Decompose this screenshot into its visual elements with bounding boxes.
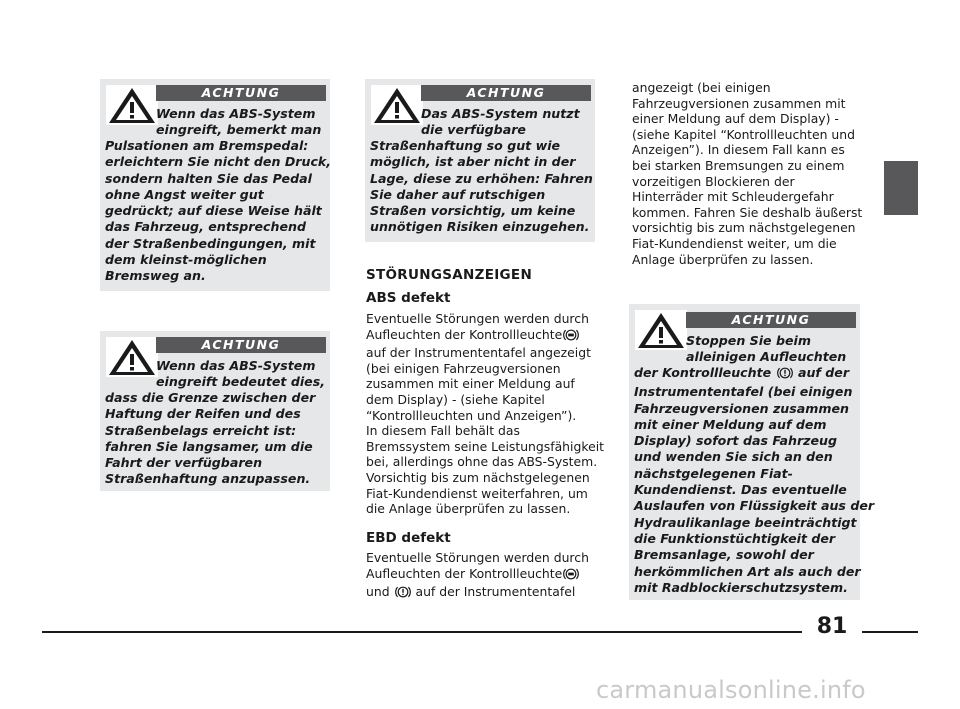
chapter-tab-marker: [884, 161, 918, 215]
watermark: carmanualsonline.info: [596, 676, 866, 704]
warning-header: ACHTUNG: [686, 312, 856, 328]
warning-header: ACHTUNG: [421, 85, 591, 101]
brake-warning-light-icon: [777, 366, 793, 384]
warning-triangle-icon: [106, 85, 158, 125]
warning-box-stop-vehicle: [629, 304, 875, 600]
warning-text-body: dass die Grenze zwischen der Haftung der Reifen und des Straßenbelags erreicht ist: fahren Sie langsamer, um die Fahrt der verfügbaren Straßenhaftung anzupassen.: [105, 390, 316, 487]
warning-header: ACHTUNG: [156, 85, 326, 101]
abs-warning-light-icon: [563, 567, 579, 585]
warning-text: Wenn das ABS-System eingreift, bemerkt man: [156, 106, 322, 138]
warning-triangle-icon: [106, 337, 158, 377]
warning-text-body: Pulsationen am Bremspedal: erleichtern Sie nicht den Druck, sondern halten Sie das Pedal ohne Angst weiter gut gedrückt; auf diese Weise hält das Fahrzeug, entsprechend der Straßenbedingungen, mit dem kleinst-möglichen Bremsweg an.: [105, 138, 332, 284]
warning-box-abs-limit: [100, 331, 330, 491]
footer-rule-right: [862, 631, 918, 633]
warning-box-road-grip: [365, 79, 595, 242]
brake-warning-light-icon: [395, 585, 411, 603]
abs-warning-light-icon: [563, 328, 579, 346]
warning-triangle-icon: [635, 310, 687, 350]
warning-triangle-icon: [371, 85, 423, 125]
ebd-continued-text: angezeigt (bei einigen Fahrzeugversionen zusammen mit einer Meldung auf dem Display) - (siehe Kapitel “Kontrollleuchten und Anzeigen”). In diesem Fall kann es bei starken Bremsungen zu einem vorzeitigen Blockieren der Hinterräder mit Schleudergefahr kommen. Fahren Sie deshalb äußerst vorsichtig bis zum nächstgelegenen Fiat-Kundendienst weiter, um die Anlage überprüfen zu lassen.: [632, 80, 863, 267]
warning-box-abs-pedal: [100, 79, 330, 291]
warning-text-body: Straßenhaftung so gut wie möglich, ist aber nicht in der Lage, diese zu erhöhen: Fahren Sie daher auf rutschigen Straßen vorsichtig, um keine unnötigen Risiken einzugehen.: [370, 138, 593, 235]
footer-rule-left: [42, 631, 802, 633]
abs-defect-heading: ABS defekt: [366, 290, 451, 306]
warning-header: ACHTUNG: [156, 337, 326, 353]
ebd-defect-heading: EBD defekt: [366, 530, 451, 546]
warning-text-body: der Kontrollleuchte auf der Instrumententafel (bei einigen Fahrzeugversionen zusammen mit einer Meldung auf dem Display) sofort das Fahrzeug und wenden Sie sich an den nächstgelegenen Fiat- Kundendienst. Das eventuelle Auslaufen von Flüssigkeit aus der Hydraulikanlage beeinträchtigt die Funktionstüchtigkeit der Bremsanlage, sowohl der herkömmlichen Art als auch der mit Radblockierschutzsystem.: [634, 365, 875, 595]
warning-text: Das ABS-System nutzt die verfügbare: [421, 106, 580, 138]
warning-text: Stoppen Sie beim alleinigen Aufleuchten: [686, 333, 847, 365]
section-title: STÖRUNGSANZEIGEN: [366, 267, 533, 283]
ebd-defect-text: Eventuelle Störungen werden durch Aufleuchten der Kontrollleuchte und auf der Instrumententafel: [366, 550, 589, 603]
warning-text: Wenn das ABS-System eingreift bedeutet dies,: [156, 358, 325, 390]
page-number: 81: [816, 614, 848, 639]
abs-defect-text: Eventuelle Störungen werden durch Aufleuchten der Kontrollleuchte auf der Instrumententafel angezeigt (bei einigen Fahrzeugversionen zusammen mit einer Meldung auf dem Display) - (siehe Kapitel “Kontrollleuchten und Anzeigen”). In diesem Fall behält das Bremssystem seine Leistungsfähigkeit bei, allerdings ohne das ABS-System. Vorsichtig bis zum nächstgelegenen Fiat-Kundendienst weiterfahren, um die Anlage überprüfen zu lassen.: [366, 311, 605, 517]
